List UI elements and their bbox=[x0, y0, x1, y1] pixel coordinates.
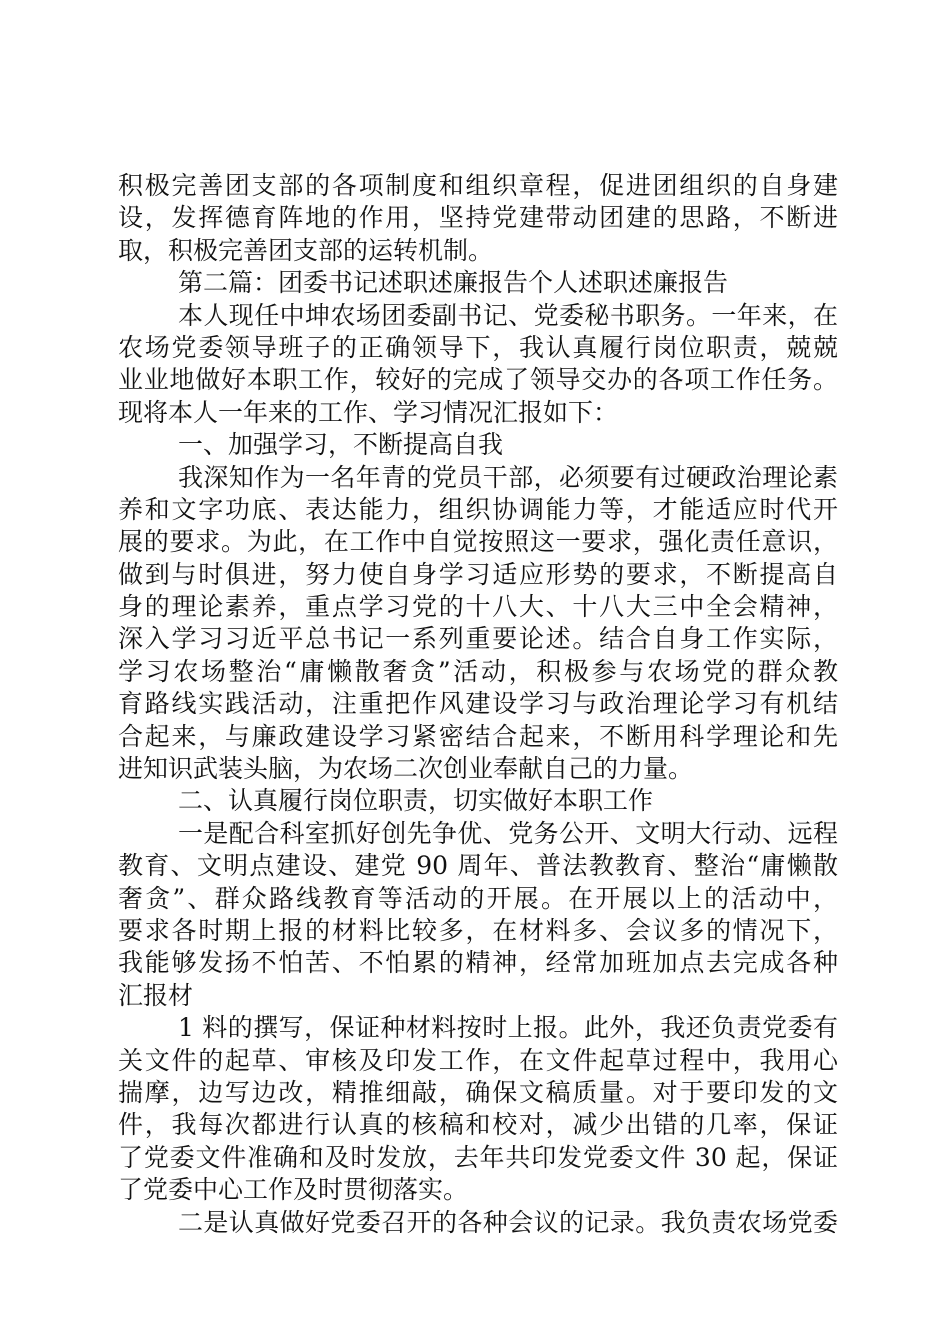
paragraph-line: 一是配合科室抓好创先争优、党务公开、文明大行动、远程 bbox=[178, 818, 838, 848]
paragraph-line: 了党委文件准确和及时发放，去年共印发党委文件 30 起，保证 bbox=[118, 1142, 838, 1172]
paragraph-line: 二是认真做好党委召开的各种会议的记录。我负责农场党委 bbox=[178, 1207, 838, 1237]
paragraph-line: 本人现任中坤农场团委副书记、党委秘书职务。一年来，在 bbox=[178, 300, 838, 330]
paragraph-line: 取，积极完善团支部的运转机制。 bbox=[118, 235, 494, 265]
paragraph-line: 了党委中心工作及时贯彻落实。 bbox=[118, 1175, 469, 1205]
paragraph-line: 关文件的起草、审核及印发工作，在文件起草过程中，我用心 bbox=[118, 1045, 838, 1075]
paragraph-line: 要求各时期上报的材料比较多，在材料多、会议多的情况下， bbox=[118, 915, 838, 945]
paragraph-line: 养和文字功底、表达能力，组织协调能力等，才能适应时代开 bbox=[118, 494, 838, 524]
paragraph-line: 汇报材 bbox=[118, 980, 194, 1010]
paragraph-line: 教育、文明点建设、建党 90 周年、普法教教育、整治“庸懒散 bbox=[118, 851, 838, 881]
paragraph-line: 展的要求。为此，在工作中自觉按照这一要求，强化责任意识， bbox=[118, 527, 838, 557]
paragraph-line: 身的理论素养，重点学习党的十八大、十八大三中全会精神， bbox=[118, 592, 838, 622]
paragraph-line: 深入学习习近平总书记一系列重要论述。结合自身工作实际， bbox=[118, 624, 838, 654]
subsection-heading: 一、加强学习，不断提高自我 bbox=[178, 430, 504, 460]
paragraph-line: 学习农场整治“庸懒散奢贪”活动，积极参与农场党的群众教 bbox=[118, 656, 838, 686]
paragraph-line: 业业地做好本职工作，较好的完成了领导交办的各项工作任务。 bbox=[118, 365, 838, 395]
paragraph-line: 进知识武装头脑，为农场二次创业奉献自己的力量。 bbox=[118, 754, 694, 784]
paragraph-line: 农场党委领导班子的正确领导下，我认真履行岗位职责，兢兢 bbox=[118, 332, 838, 362]
paragraph-line: 合起来，与廉政建设学习紧密结合起来，不断用科学理论和先 bbox=[118, 721, 838, 751]
paragraph-line: 件，我每次都进行认真的核稿和校对，减少出错的几率，保证 bbox=[118, 1110, 838, 1140]
paragraph-line: 育路线实践活动，注重把作风建设学习与政治理论学习有机结 bbox=[118, 689, 838, 719]
document-body bbox=[118, 170, 838, 1239]
paragraph-line: 我深知作为一名年青的党员干部，必须要有过硬政治理论素 bbox=[178, 462, 838, 492]
paragraph-line: 现将本人一年来的工作、学习情况汇报如下： bbox=[118, 397, 619, 427]
paragraph-line: 奢贪”、群众路线教育等活动的开展。在开展以上的活动中， bbox=[118, 883, 838, 913]
paragraph-line: 揣摩，边写边改，精推细敲，确保文稿质量。对于要印发的文 bbox=[118, 1077, 838, 1107]
subsection-heading: 二、认真履行岗位职责，切实做好本职工作 bbox=[178, 786, 654, 816]
paragraph-line: 积极完善团支部的各项制度和组织章程，促进团组织的自身建 bbox=[118, 171, 838, 200]
paragraph-line: 设，发挥德育阵地的作用，坚持党建带动团建的思路，不断进 bbox=[118, 203, 838, 233]
paragraph-line: 1 料的撰写，保证种材料按时上报。此外，我还负责党委有 bbox=[178, 1013, 838, 1043]
paragraph-line: 做到与时俱进，努力使自身学习适应形势的要求，不断提高自 bbox=[118, 559, 838, 589]
paragraph-line: 我能够发扬不怕苦、不怕累的精神，经常加班加点去完成各种 bbox=[118, 948, 838, 978]
section-heading: 第二篇：团委书记述职述廉报告个人述职述廉报告 bbox=[178, 268, 729, 298]
